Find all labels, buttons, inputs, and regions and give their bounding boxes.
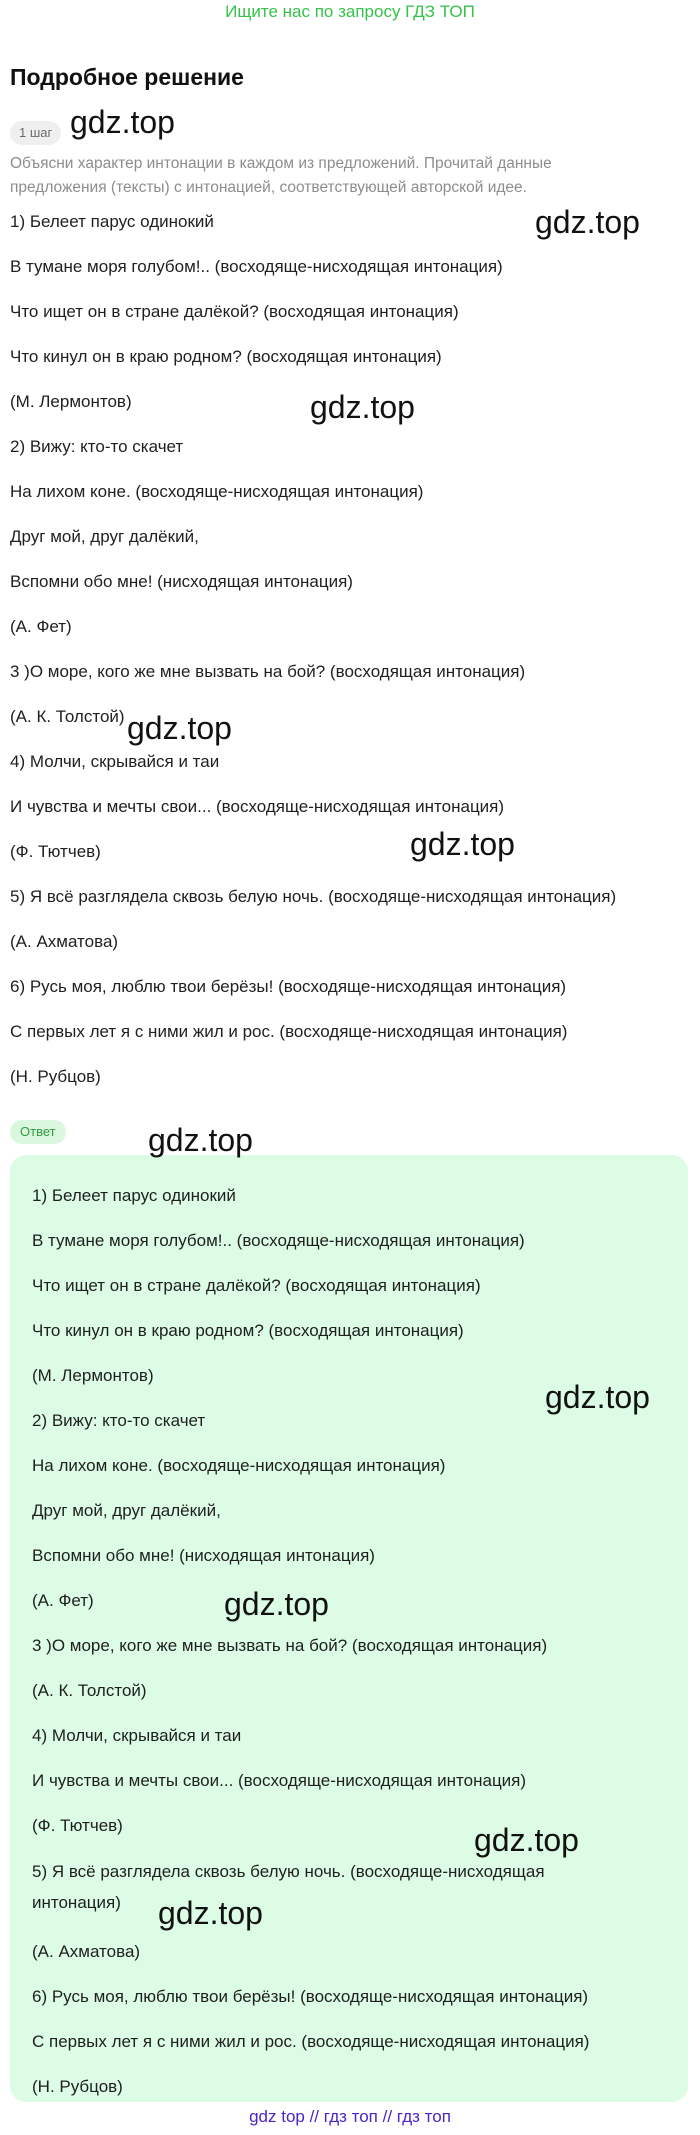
- answer-line: (А. Ахматова): [32, 1942, 141, 1961]
- answer-line: (Ф. Тютчев): [32, 1816, 123, 1835]
- solution-line: 5) Я всё разглядела сквозь белую ночь. (восходяще-нисходящая интонация): [10, 887, 617, 906]
- page-title: Подробное решение: [10, 64, 244, 90]
- solution-line: Что кинул он в краю родном? (восходящая интонация): [10, 347, 442, 366]
- answer-line: (А. Фет): [32, 1591, 94, 1610]
- answer-line: (А. К. Толстой): [32, 1681, 147, 1700]
- answer-line: И чувства и мечты свои... (восходяще-нисходящая интонация): [32, 1771, 527, 1790]
- answer-line: На лихом коне. (восходяще-нисходящая интонация): [32, 1456, 446, 1475]
- answer-line: (Н. Рубцов): [32, 2077, 123, 2096]
- watermark: gdz.top: [545, 1379, 650, 1415]
- watermark: gdz.top: [224, 1586, 329, 1622]
- watermark: gdz.top: [535, 204, 640, 240]
- answer-line: 2) Вижу: кто-то скачет: [32, 1411, 206, 1430]
- search-hint-link[interactable]: Ищите нас по запросу ГДЗ ТОП: [225, 2, 475, 21]
- solution-line: В тумане моря голубом!.. (восходяще-нисходящая интонация): [10, 257, 503, 276]
- solution-line: (А. Фет): [10, 617, 72, 636]
- watermark: gdz.top: [310, 389, 415, 425]
- watermark: gdz.top: [127, 710, 232, 746]
- solution-line: 1) Белеет парус одинокий: [10, 212, 214, 231]
- solution-line: И чувства и мечты свои... (восходяще-нисходящая интонация): [10, 797, 505, 816]
- solution-line: (Ф. Тютчев): [10, 842, 101, 861]
- task-text: Объясни характер интонации в каждом из предложений. Прочитай данные предложения (тексты) с интонацией, соответствующей авторской идее.: [10, 155, 552, 196]
- solution-line: 3 )О море, кого же мне вызвать на бой? (восходящая интонация): [10, 662, 526, 681]
- answer-line: С первых лет я с ними жил и рос. (восходяще-нисходящая интонация): [32, 2032, 590, 2051]
- answer-line: В тумане моря голубом!.. (восходяще-нисходящая интонация): [32, 1231, 525, 1250]
- watermark: gdz.top: [148, 1122, 253, 1158]
- solution-line: (М. Лермонтов): [10, 392, 132, 411]
- watermark: gdz.top: [474, 1822, 579, 1858]
- answer-line: Друг мой, друг далёкий,: [32, 1501, 221, 1520]
- solution-line: 2) Вижу: кто-то скачет: [10, 437, 184, 456]
- solution-line: 4) Молчи, скрывайся и таи: [10, 752, 220, 771]
- step-badge: 1 шаг: [10, 121, 61, 145]
- solution-line: Что ищет он в стране далёкой? (восходящая интонация): [10, 302, 459, 321]
- footer-links[interactable]: gdz top // гдз топ // гдз топ: [249, 2107, 451, 2126]
- solution-line: 6) Русь моя, люблю твои берёзы! (восходяще-нисходящая интонация): [10, 977, 567, 996]
- answer-line: Вспомни обо мне! (нисходящая интонация): [32, 1546, 375, 1565]
- solution-line: (Н. Рубцов): [10, 1067, 101, 1086]
- solution-line: (А. К. Толстой): [10, 707, 125, 726]
- solution-line: С первых лет я с ними жил и рос. (восходяще-нисходящая интонация): [10, 1022, 568, 1041]
- answer-line: Что кинул он в краю родном? (восходящая интонация): [32, 1321, 464, 1340]
- answer-line: 3 )О море, кого же мне вызвать на бой? (восходящая интонация): [32, 1636, 548, 1655]
- answer-line: Что ищет он в стране далёкой? (восходящая интонация): [32, 1276, 481, 1295]
- solution-line: Друг мой, друг далёкий,: [10, 527, 199, 546]
- answer-line: (М. Лермонтов): [32, 1366, 154, 1385]
- watermark: gdz.top: [70, 104, 175, 140]
- answer-badge: Ответ: [10, 1120, 66, 1144]
- answer-line: 1) Белеет парус одинокий: [32, 1186, 236, 1205]
- answer-line: 5) Я всё разглядела сквозь белую ночь. (восходяще-нисходящая интонация): [32, 1862, 545, 1912]
- solution-line: Вспомни обо мне! (нисходящая интонация): [10, 572, 353, 591]
- answer-line: 4) Молчи, скрывайся и таи: [32, 1726, 242, 1745]
- watermark: gdz.top: [410, 826, 515, 862]
- solution-line: (А. Ахматова): [10, 932, 119, 951]
- solution-line: На лихом коне. (восходяще-нисходящая интонация): [10, 482, 424, 501]
- watermark: gdz.top: [158, 1895, 263, 1931]
- answer-line: 6) Русь моя, люблю твои берёзы! (восходяще-нисходящая интонация): [32, 1987, 589, 2006]
